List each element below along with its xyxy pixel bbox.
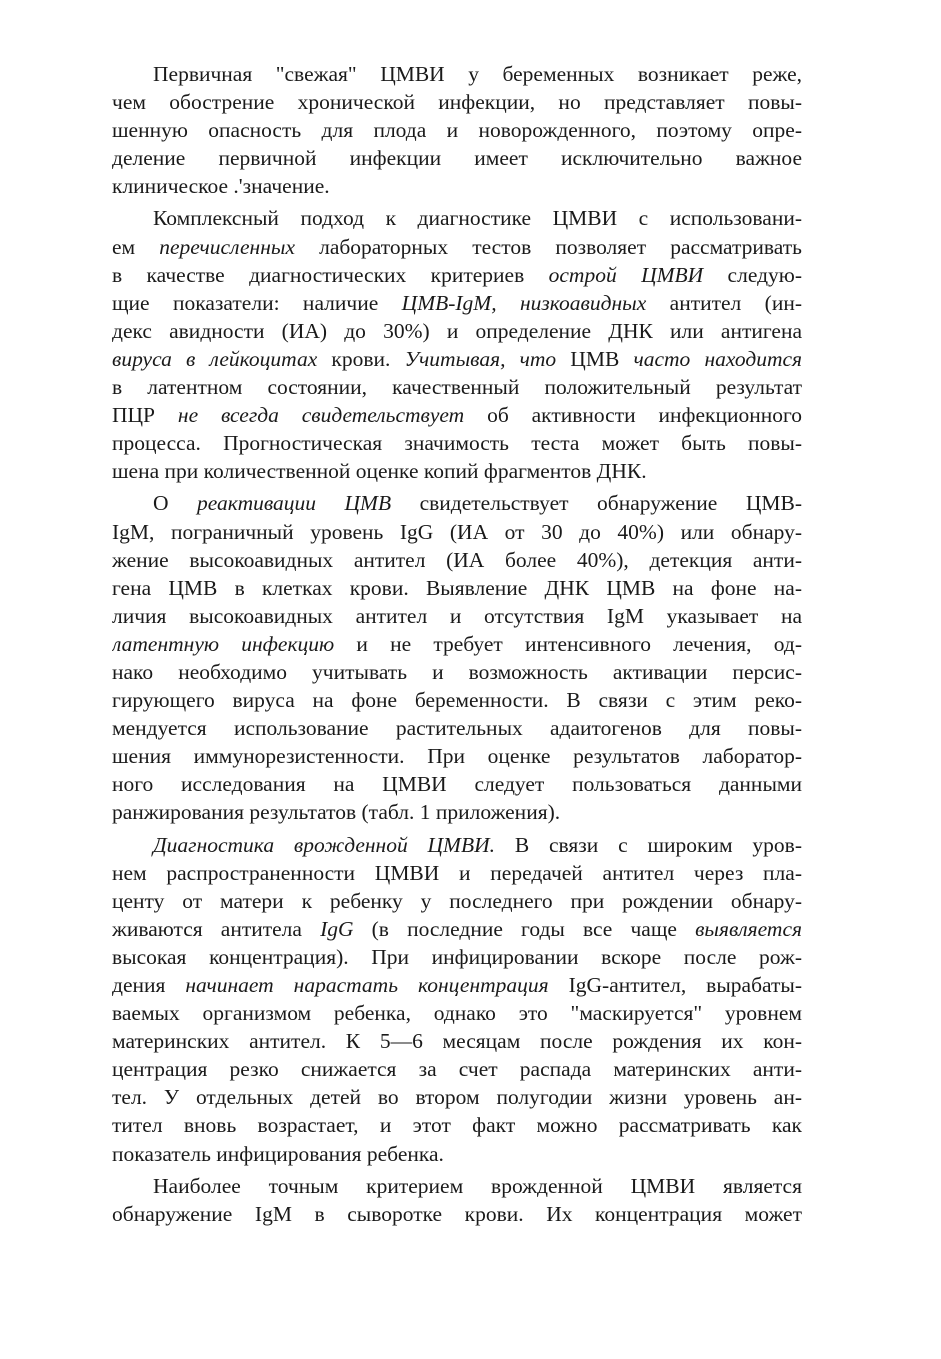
text-line [112, 144, 802, 172]
text-run: ваемых организмом ребенка, однако это "маскируется" уровнем [112, 1001, 802, 1026]
italic-run: не всегда свидетельствует [177, 403, 465, 428]
text-line [112, 574, 802, 602]
text-run: декс авидности (ИА) до 30%) и определение ДНК или антигена [112, 318, 802, 343]
text-line [112, 1172, 802, 1200]
text-run: центу от матери к ребенку у последнего при рождении обнару- [112, 888, 802, 913]
text-run: В связи с широким уров- [495, 832, 802, 857]
text-line [112, 289, 802, 317]
text-run: следую- [703, 262, 802, 287]
text-run: (в последние годы все чаще [353, 916, 696, 941]
text-line [112, 859, 802, 887]
paragraph [112, 831, 802, 1168]
text-line [112, 602, 802, 630]
text-run: гена ЦМВ в клетках крови. Выявление ДНК ЦМВ на фоне на- [112, 575, 802, 600]
paragraph [112, 489, 802, 826]
text-line [112, 116, 802, 144]
text-run: в качестве диагностических критериев [112, 262, 549, 287]
text-run: шена при количественной оценке копий фрагментов ДНК. [112, 459, 647, 484]
text-run: нако необходимо учитывать и возможность активации персис- [112, 659, 802, 684]
text-run: деление первичной инфекции имеет исключительно важное [112, 146, 802, 171]
text-run: О [153, 491, 198, 516]
text-run: ЦМВ [556, 346, 634, 371]
text-run: IgM, пограничный уровень IgG (ИА от 30 до 40%) или обнару- [112, 519, 802, 544]
text-line [112, 770, 802, 798]
text-run: высокая концентрация). При инфицировании вскоре после рож- [112, 944, 802, 969]
text-run: тител вновь возрастает, и этот факт можно рассматривать как [112, 1113, 802, 1138]
text-run: материнских антител. К 5—6 месяцам после рождения их кон- [112, 1029, 802, 1054]
italic-run: реактивации ЦМВ [197, 491, 392, 516]
italic-run: перечисленных [159, 234, 295, 259]
text-run: антител (ин- [646, 290, 802, 315]
text-run: показатель инфицирования ребенка. [112, 1141, 444, 1166]
text-line [112, 204, 802, 232]
text-line [112, 1140, 802, 1168]
text-line [112, 1200, 802, 1228]
paragraph [112, 60, 802, 200]
paragraph [112, 204, 802, 485]
text-line [112, 971, 802, 999]
text-line [112, 546, 802, 574]
text-line [112, 999, 802, 1027]
text-line [112, 742, 802, 770]
text-run: нем распространенности ЦМВИ и передачей антител через пла- [112, 860, 802, 885]
text-run: процесса. Прогностическая значимость теста может быть повы- [112, 431, 802, 456]
text-line [112, 88, 802, 116]
text-line [112, 401, 802, 429]
text-line [112, 172, 802, 200]
italic-run: ЦМВ-IgM, низкоавидных [401, 290, 647, 315]
text-run: ем [112, 234, 160, 259]
text-run: IgG-антител, вырабаты- [548, 973, 802, 997]
text-line [112, 658, 802, 686]
document-page [112, 60, 802, 1228]
text-run: и не требует интенсивного лечения, од- [334, 631, 802, 656]
text-line [112, 345, 802, 373]
text-run: шенную опасность для плода и новорожденного, поэтому опре- [112, 118, 802, 143]
text-line [112, 261, 802, 289]
paragraph [112, 1172, 802, 1228]
text-run: дения [112, 973, 186, 997]
text-line [112, 831, 802, 859]
italic-run: острой ЦМВИ [548, 262, 704, 287]
text-line [112, 1083, 802, 1111]
text-run: ного исследования на ЦМВИ следует пользоваться данными [112, 772, 802, 797]
text-run: клиническое .'значение. [112, 174, 330, 199]
text-line [112, 798, 802, 826]
text-run: Первичная "свежая" ЦМВИ у беременных возникает реже, [153, 62, 802, 86]
text-line [112, 1027, 802, 1055]
italic-run: Диагностика врожденной ЦМВИ. [153, 832, 496, 857]
text-run: обнаружение IgM в сыворотке крови. Их концентрация может [112, 1201, 802, 1226]
text-run: шения иммунорезистенности. При оценке результатов лаборатор- [112, 744, 802, 769]
text-line [112, 373, 802, 401]
text-run: крови. [317, 346, 405, 371]
text-line [112, 686, 802, 714]
text-line [112, 518, 802, 546]
text-run: жение высокоавидных антител (ИА более 40%), детекция анти- [112, 547, 802, 572]
text-run: центрация резко снижается за счет распада материнских анти- [112, 1057, 802, 1082]
italic-run: латентную инфекцию [112, 631, 335, 656]
italic-run: Учитывая, что [404, 346, 557, 371]
text-line [112, 630, 802, 658]
text-run: живаются антитела [112, 916, 321, 941]
text-line [112, 233, 802, 261]
text-run: об активности инфекционного [464, 403, 802, 428]
text-line [112, 915, 802, 943]
text-line [112, 429, 802, 457]
text-line [112, 887, 802, 915]
text-run: лабораторных тестов позволяет рассматривать [295, 234, 802, 259]
italic-run: часто находится [633, 346, 802, 371]
text-run: ранжирования результатов (табл. 1 приложения). [112, 800, 561, 825]
text-run: чем обострение хронической инфекции, но представляет повы- [112, 90, 802, 115]
text-run: щие показатели: наличие [112, 290, 402, 315]
text-line [112, 489, 802, 517]
text-line [112, 457, 802, 485]
italic-run: начинает нарастать концентрация [185, 973, 549, 997]
text-line [112, 60, 802, 88]
italic-run: выявляется [695, 916, 802, 941]
text-run: ПЦР [112, 403, 178, 428]
text-run: свидетельствует обнаружение ЦМВ- [391, 491, 802, 516]
text-line [112, 943, 802, 971]
text-line [112, 317, 802, 345]
text-run: мендуется использование растительных адаитогенов для повы- [112, 716, 802, 741]
text-line [112, 714, 802, 742]
text-run: Наиболее точным критерием врожденной ЦМВИ является [153, 1173, 802, 1198]
text-run: тел. У отдельных детей во втором полугодии жизни уровень ан- [112, 1085, 802, 1110]
text-line [112, 1055, 802, 1083]
text-line [112, 1111, 802, 1139]
text-run: гирующего вируса на фоне беременности. В связи с этим реко- [112, 688, 802, 713]
text-run: в латентном состоянии, качественный положительный результат [112, 375, 802, 400]
italic-run: вируса в лейкоцитах [112, 346, 318, 371]
text-run: личия высокоавидных антител и отсутствия IgM указывает на [112, 603, 802, 628]
italic-run: IgG [320, 916, 354, 941]
text-run: Комплексный подход к диагностике ЦМВИ с использовани- [153, 206, 802, 231]
